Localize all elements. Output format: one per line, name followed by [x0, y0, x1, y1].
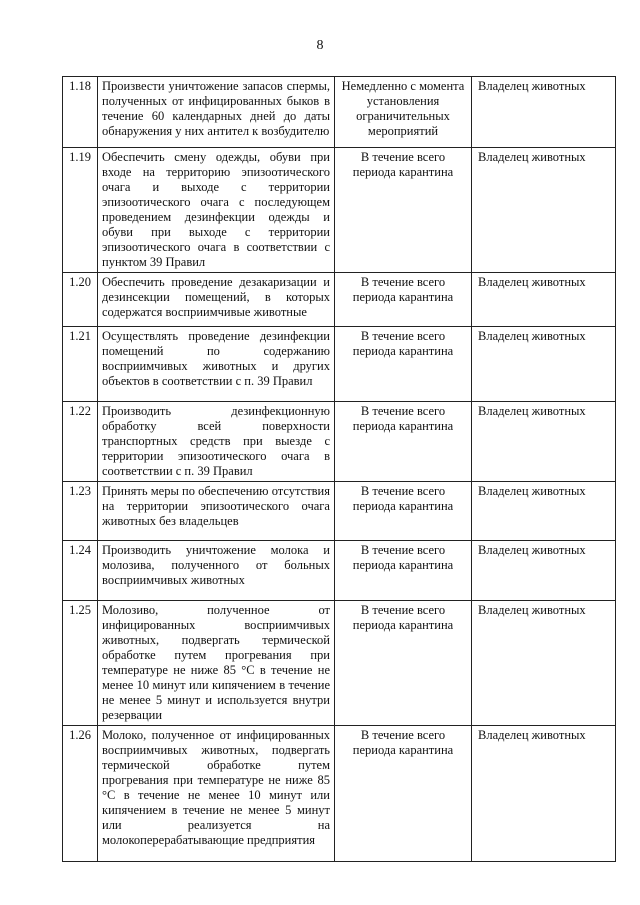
term-cell: В течение всего периода карантина	[335, 148, 472, 273]
table-row	[63, 482, 616, 541]
action-cell: Осуществлять проведение дезинфекции помещений по содержанию восприимчивых животных и других объектов в соответствии с п. 39 Правил	[98, 327, 335, 402]
table-row	[63, 402, 616, 482]
table-row	[63, 148, 616, 273]
term-cell: В течение всего периода карантина	[335, 601, 472, 726]
row-number: 1.25	[63, 601, 98, 726]
responsible-cell: Владелец животных	[472, 726, 616, 862]
row-number: 1.26	[63, 726, 98, 862]
term-cell: В течение всего периода карантина	[335, 273, 472, 327]
action-cell: Молозиво, полученное от инфицированных восприимчивых животных, подвергать термической обработке путем прогревания при температуре не ниже 85 °С в течение не менее 10 минут или кипячением в течение не менее 5 минут и используется внутри резервации	[98, 601, 335, 726]
row-number: 1.22	[63, 402, 98, 482]
measures-table	[62, 76, 616, 862]
action-cell: Произвести уничтожение запасов спермы, полученных от инфицированных быков в течение 60 календарных дней до даты обнаружения у них антител к возбудителю	[98, 77, 335, 148]
responsible-cell: Владелец животных	[472, 541, 616, 601]
term-cell: Немедленно с момента установления ограничительных мероприятий	[335, 77, 472, 148]
row-number: 1.21	[63, 327, 98, 402]
table-row	[63, 601, 616, 726]
term-cell: В течение всего периода карантина	[335, 327, 472, 402]
term-cell: В течение всего периода карантина	[335, 482, 472, 541]
responsible-cell: Владелец животных	[472, 77, 616, 148]
table-row	[63, 327, 616, 402]
action-cell: Производить дезинфекционную обработку всей поверхности транспортных средств при выезде с территории эпизоотического очага в соответствии с п. 39 Правил	[98, 402, 335, 482]
responsible-cell: Владелец животных	[472, 273, 616, 327]
responsible-cell: Владелец животных	[472, 402, 616, 482]
table-row	[63, 541, 616, 601]
table-row	[63, 77, 616, 148]
page-number: 8	[316, 38, 324, 53]
responsible-cell: Владелец животных	[472, 327, 616, 402]
table-row	[63, 273, 616, 327]
responsible-cell: Владелец животных	[472, 601, 616, 726]
action-cell: Принять меры по обеспечению отсутствия на территории эпизоотического очага животных без владельцев	[98, 482, 335, 541]
row-number: 1.18	[63, 77, 98, 148]
row-number: 1.24	[63, 541, 98, 601]
action-cell: Обеспечить смену одежды, обуви при входе на территорию эпизоотического очага и выходе с территории эпизоотического очага с последующем проведением дезинфекции одежды и обуви при выходе с территории эпизоотического очага в соответствии с пунктом 39 Правил	[98, 148, 335, 273]
responsible-cell: Владелец животных	[472, 148, 616, 273]
responsible-cell: Владелец животных	[472, 482, 616, 541]
table-row	[63, 726, 616, 862]
term-cell: В течение всего периода карантина	[335, 402, 472, 482]
term-cell: В течение всего периода карантина	[335, 541, 472, 601]
term-cell: В течение всего периода карантина	[335, 726, 472, 862]
action-cell: Молоко, полученное от инфицированных восприимчивых животных, подвергать термической обработке путем прогревания при температуре не ниже 85 °С в течение не менее 10 минут или кипячением в течение не менее 5 минут или реализуется на молокоперерабатывающие предприятия	[98, 726, 335, 862]
action-cell: Обеспечить проведение дезакаризации и дезинсекции помещений, в которых содержатся восприимчивые животные	[98, 273, 335, 327]
row-number: 1.23	[63, 482, 98, 541]
action-cell: Производить уничтожение молока и молозива, полученного от больных восприимчивых животных	[98, 541, 335, 601]
row-number: 1.20	[63, 273, 98, 327]
row-number: 1.19	[63, 148, 98, 273]
